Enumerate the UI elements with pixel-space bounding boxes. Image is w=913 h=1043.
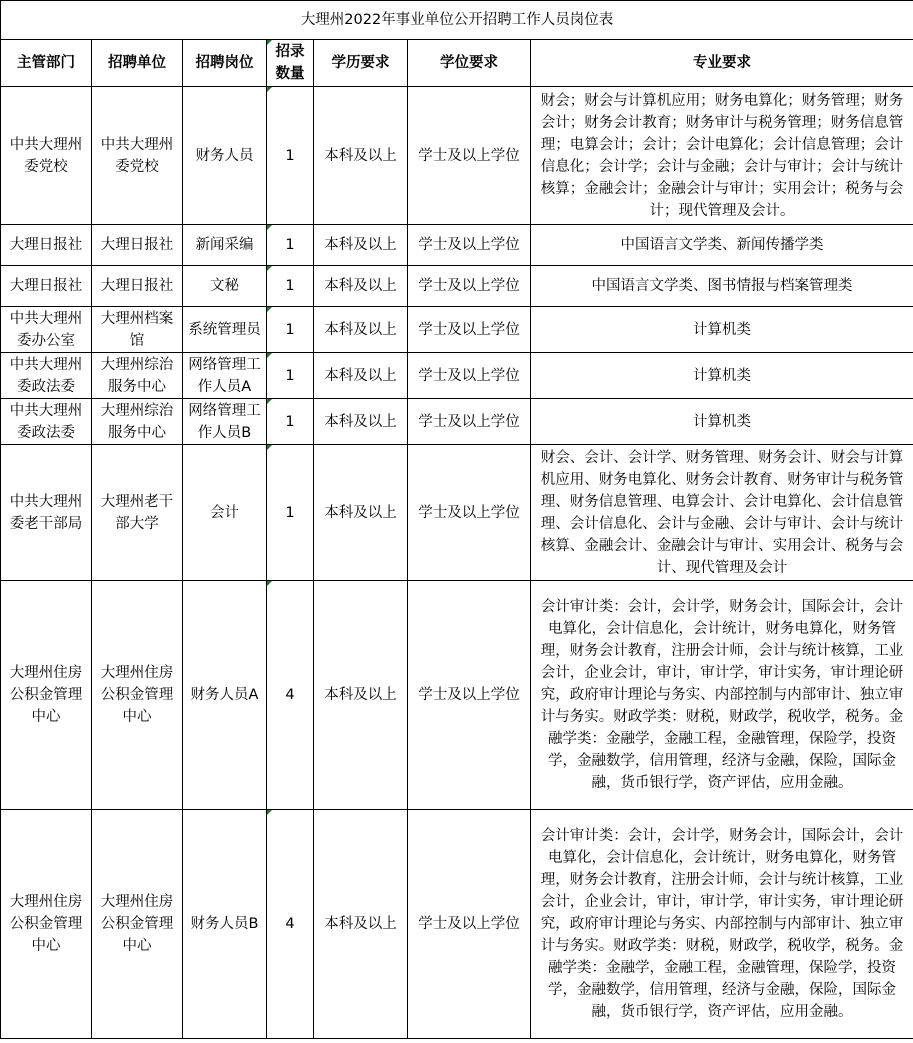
cell-major: 计算机类	[531, 399, 913, 445]
cell-dept: 大理日报社	[1, 225, 92, 266]
cell-post: 财务人员	[183, 87, 267, 225]
table-row	[1, 581, 913, 810]
cell-post: 系统管理员	[183, 307, 267, 353]
header-unit: 招聘单位	[92, 40, 183, 87]
cell-degree: 学士及以上学位	[408, 581, 531, 810]
cell-degree: 学士及以上学位	[408, 810, 531, 1039]
header-row	[1, 40, 913, 87]
cell-dept: 中共大理州委政法委	[1, 399, 92, 445]
cell-count: 1	[267, 307, 314, 353]
table-row	[1, 225, 913, 266]
cell-dept: 中共大理州委老干部局	[1, 445, 92, 581]
cell-dept: 中共大理州委政法委	[1, 353, 92, 399]
cell-edu: 本科及以上	[314, 225, 408, 266]
table-row	[1, 266, 913, 307]
cell-dept: 大理州住房公积金管理中心	[1, 581, 92, 810]
table-title: 大理州2022年事业单位公开招聘工作人员岗位表	[1, 1, 913, 40]
header-count: 招录数量	[267, 40, 314, 87]
cell-degree: 学士及以上学位	[408, 87, 531, 225]
table-row	[1, 87, 913, 225]
cell-count: 1	[267, 266, 314, 307]
cell-degree: 学士及以上学位	[408, 266, 531, 307]
cell-post: 财务人员B	[183, 810, 267, 1039]
cell-count: 1	[267, 353, 314, 399]
cell-major: 会计审计类：会计，会计学，财务会计，国际会计，会计电算化，会计信息化，会计统计，财务电算化，财务管理，财务会计教育，注册会计师，会计与统计核算，工业会计，企业会计，审计，审计学，审计实务，审计理论研究，政府审计理论与务实、内部控制与内部审计、独立审计与务实。财政学类：财税，财政学，税收学，税务。金融学类：金融学，金融工程，金融管理，保险学，投资学，金融数学，信用管理，经济与金融，保险，国际金融，货币银行学，资产评估，应用金融。	[531, 810, 913, 1039]
cell-post: 会计	[183, 445, 267, 581]
cell-unit: 大理州住房公积金管理中心	[92, 581, 183, 810]
cell-edu: 本科及以上	[314, 445, 408, 581]
cell-dept: 中共大理州委党校	[1, 87, 92, 225]
cell-unit: 大理州综治服务中心	[92, 353, 183, 399]
cell-major: 计算机类	[531, 353, 913, 399]
cell-edu: 本科及以上	[314, 266, 408, 307]
cell-degree: 学士及以上学位	[408, 225, 531, 266]
table-row	[1, 399, 913, 445]
cell-count: 4	[267, 581, 314, 810]
cell-degree: 学士及以上学位	[408, 399, 531, 445]
cell-major: 计算机类	[531, 307, 913, 353]
cell-edu: 本科及以上	[314, 581, 408, 810]
cell-degree: 学士及以上学位	[408, 307, 531, 353]
cell-count: 1	[267, 87, 314, 225]
cell-unit: 大理州老干部大学	[92, 445, 183, 581]
cell-edu: 本科及以上	[314, 399, 408, 445]
cell-unit: 大理州综治服务中心	[92, 399, 183, 445]
cell-dept: 大理州住房公积金管理中心	[1, 810, 92, 1039]
cell-major: 财会；财会与计算机应用；财务电算化；财务管理；财务会计；财务会计教育；财务审计与税务管理；财务信息管理；电算会计；会计；会计电算化；会计信息管理；会计信息化；会计学；会计与金融；会计与审计；会计与统计核算；金融会计；金融会计与审计；实用会计；税务与会计；现代管理及会计。	[531, 87, 913, 225]
cell-dept: 大理日报社	[1, 266, 92, 307]
cell-major: 中国语言文学类、新闻传播学类	[531, 225, 913, 266]
cell-edu: 本科及以上	[314, 307, 408, 353]
cell-major: 财会、会计、会计学、财务管理、财务会计、财会与计算机应用、财务电算化、财务会计教育、财务审计与税务管理、财务信息管理、电算会计、会计电算化、会计信息管理、会计信息化、会计与金融、会计与审计、会计与统计核算、金融会计、金融会计与审计、实用会计、税务与会计、现代管理及会计	[531, 445, 913, 581]
header-post: 招聘岗位	[183, 40, 267, 87]
cell-count: 4	[267, 810, 314, 1039]
cell-dept: 中共大理州委办公室	[1, 307, 92, 353]
cell-edu: 本科及以上	[314, 810, 408, 1039]
cell-unit: 大理日报社	[92, 225, 183, 266]
cell-post: 网络管理工作人员B	[183, 399, 267, 445]
cell-post: 财务人员A	[183, 581, 267, 810]
cell-edu: 本科及以上	[314, 87, 408, 225]
cell-degree: 学士及以上学位	[408, 353, 531, 399]
cell-major: 中国语言文学类、图书情报与档案管理类	[531, 266, 913, 307]
title-row	[1, 1, 913, 40]
cell-count: 1	[267, 399, 314, 445]
cell-unit: 大理日报社	[92, 266, 183, 307]
cell-edu: 本科及以上	[314, 353, 408, 399]
cell-degree: 学士及以上学位	[408, 445, 531, 581]
table-row	[1, 445, 913, 581]
cell-post: 文秘	[183, 266, 267, 307]
table-row	[1, 307, 913, 353]
cell-count: 1	[267, 225, 314, 266]
header-degree: 学位要求	[408, 40, 531, 87]
header-major: 专业要求	[531, 40, 913, 87]
cell-post: 网络管理工作人员A	[183, 353, 267, 399]
table-row	[1, 810, 913, 1039]
header-edu: 学历要求	[314, 40, 408, 87]
cell-major: 会计审计类：会计，会计学，财务会计，国际会计，会计电算化，会计信息化，会计统计，财务电算化，财务管理，财务会计教育，注册会计师，会计与统计核算，工业会计，企业会计，审计，审计学，审计实务，审计理论研究，政府审计理论与务实、内部控制与内部审计、独立审计与务实。财政学类：财税，财政学，税收学，税务。金融学类：金融学，金融工程，金融管理，保险学，投资学，金融数学，信用管理，经济与金融，保险，国际金融，货币银行学，资产评估，应用金融。	[531, 581, 913, 810]
header-dept: 主管部门	[1, 40, 92, 87]
cell-post: 新闻采编	[183, 225, 267, 266]
cell-unit: 大理州住房公积金管理中心	[92, 810, 183, 1039]
cell-unit: 中共大理州委党校	[92, 87, 183, 225]
cell-count: 1	[267, 445, 314, 581]
table-row	[1, 353, 913, 399]
cell-unit: 大理州档案馆	[92, 307, 183, 353]
